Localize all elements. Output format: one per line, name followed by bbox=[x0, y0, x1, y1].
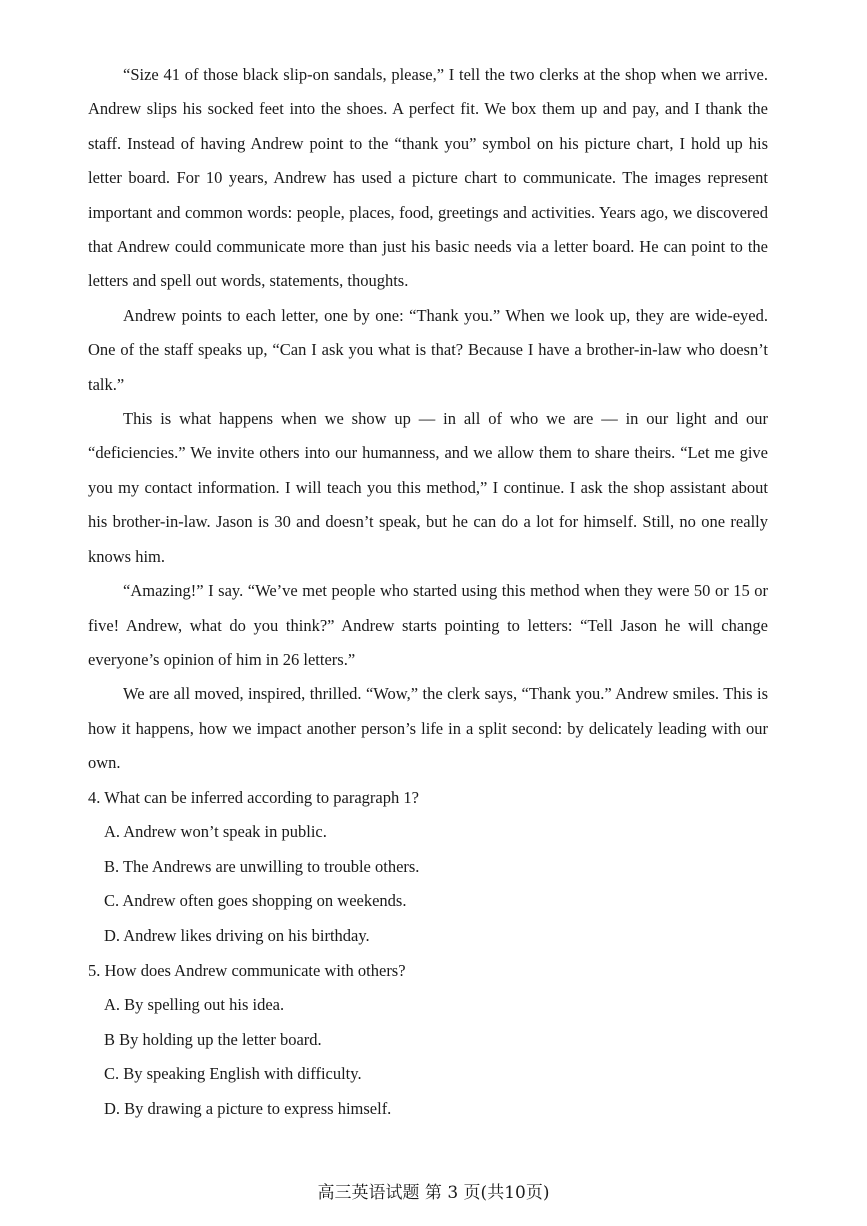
option-b: B. The Andrews are unwilling to trouble others. bbox=[104, 856, 420, 876]
option-d: D. Andrew likes driving on his birthday. bbox=[104, 925, 370, 945]
question-stem: 5. How does Andrew communicate with others? bbox=[88, 960, 406, 980]
page-footer: 高三英语试题 第 3 页(共10页) bbox=[317, 1183, 550, 1203]
option-c: C. By speaking English with difficulty. bbox=[104, 1064, 362, 1084]
option-a: A. By spelling out his idea. bbox=[104, 995, 285, 1015]
reading-passage bbox=[88, 58, 768, 781]
question-stem: 4. What can be inferred according to paragraph 1? bbox=[88, 787, 419, 807]
passage-paragraph-3: This is what happens when we show up — in all of who we are — in our light and our “deficiencies.” We invite others into our humanness, and we allow them to share theirs. “Let me give you my contact information. I will teach you this method,” I continue. I ask the shop assistant about his brother-in-law. Jason is 30 and doesn’t speak, but he can do a lot for himself. Still, no one really knows him. bbox=[88, 409, 768, 566]
passage-paragraph-1: “Size 41 of those black slip-on sandals, please,” I tell the two clerks at the shop when we arrive. Andrew slips his socked feet into the shoes. A perfect fit. We box them up and pay, and I thank the staff. Instead of having Andrew point to the “thank you” symbol on his picture chart, I hold up his letter board. For 10 years, Andrew has used a picture chart to communicate. The images represent important and common words: people, places, food, greetings and activities. Years ago, we discovered that Andrew could communicate more than just his basic needs via a letter board. He can point to the letters and spell out words, statements, thoughts. bbox=[88, 65, 768, 291]
question-4 bbox=[88, 781, 768, 954]
exam-page bbox=[88, 58, 768, 1126]
passage-paragraph-5: We are all moved, inspired, thrilled. “Wow,” the clerk says, “Thank you.” Andrew smiles. This is how it happens, how we impact another person’s life in a split second: by delicately leading with our own. bbox=[88, 684, 768, 773]
option-c: C. Andrew often goes shopping on weekends. bbox=[104, 891, 407, 911]
passage-paragraph-2: Andrew points to each letter, one by one: “Thank you.” When we look up, they are wide-eyed. One of the staff speaks up, “Can I ask you what is that? Because I have a brother-in-law who doesn’t talk.” bbox=[88, 305, 768, 394]
passage-paragraph-4: “Amazing!” I say. “We’ve met people who started using this method when they were 50 or 15 or five! Andrew, what do you think?” Andrew starts pointing to letters: “Tell Jason he will change everyone’s opinion of him in 26 letters.” bbox=[88, 581, 768, 669]
option-b: B By holding up the letter board. bbox=[104, 1029, 322, 1049]
question-5 bbox=[88, 954, 768, 1127]
option-d: D. By drawing a picture to express himself. bbox=[104, 1098, 392, 1118]
option-a: A. Andrew won’t speak in public. bbox=[104, 822, 327, 842]
